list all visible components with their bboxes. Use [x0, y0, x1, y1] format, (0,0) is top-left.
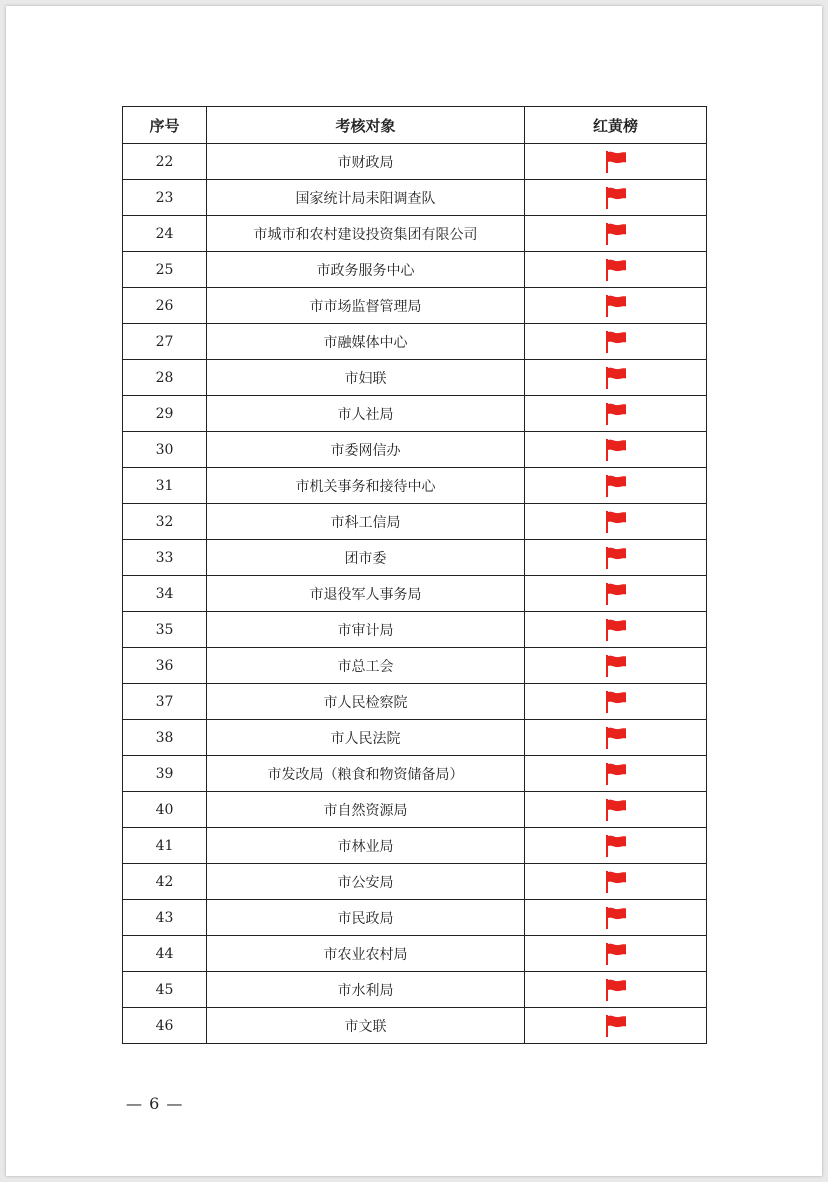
row-serial-number: 38	[123, 720, 207, 756]
row-serial-number: 39	[123, 756, 207, 792]
row-serial-number: 29	[123, 396, 207, 432]
table-row	[123, 792, 707, 828]
row-assessment-target: 市人民法院	[207, 720, 525, 756]
red-flag-icon	[603, 1014, 629, 1038]
table-row	[123, 432, 707, 468]
row-assessment-target: 市财政局	[207, 144, 525, 180]
table-row	[123, 504, 707, 540]
table-row	[123, 684, 707, 720]
table-row	[123, 936, 707, 972]
row-serial-number: 36	[123, 648, 207, 684]
row-assessment-target: 市妇联	[207, 360, 525, 396]
row-serial-number: 37	[123, 684, 207, 720]
header-serial-number: 序号	[123, 107, 207, 144]
table-row	[123, 252, 707, 288]
row-assessment-target: 市文联	[207, 1008, 525, 1044]
row-assessment-target: 市发改局（粮食和物资储备局）	[207, 756, 525, 792]
row-red-list-cell	[525, 792, 707, 828]
row-serial-number: 25	[123, 252, 207, 288]
table-row	[123, 576, 707, 612]
row-serial-number: 27	[123, 324, 207, 360]
row-red-list-cell	[525, 468, 707, 504]
row-red-list-cell	[525, 684, 707, 720]
row-red-list-cell	[525, 396, 707, 432]
red-flag-icon	[603, 402, 629, 426]
row-red-list-cell	[525, 144, 707, 180]
row-red-list-cell	[525, 756, 707, 792]
table-row	[123, 1008, 707, 1044]
row-serial-number: 44	[123, 936, 207, 972]
row-serial-number: 26	[123, 288, 207, 324]
red-flag-icon	[603, 438, 629, 462]
red-flag-icon	[603, 474, 629, 498]
row-red-list-cell	[525, 216, 707, 252]
red-flag-icon	[603, 978, 629, 1002]
row-serial-number: 30	[123, 432, 207, 468]
red-flag-icon	[603, 510, 629, 534]
row-serial-number: 41	[123, 828, 207, 864]
row-assessment-target: 市退役军人事务局	[207, 576, 525, 612]
row-serial-number: 46	[123, 1008, 207, 1044]
table-row	[123, 864, 707, 900]
row-red-list-cell	[525, 288, 707, 324]
red-flag-icon	[603, 654, 629, 678]
red-flag-icon	[603, 942, 629, 966]
red-flag-icon	[603, 330, 629, 354]
row-serial-number: 22	[123, 144, 207, 180]
red-flag-icon	[603, 870, 629, 894]
row-assessment-target: 市审计局	[207, 612, 525, 648]
table-row	[123, 756, 707, 792]
row-serial-number: 31	[123, 468, 207, 504]
table-row	[123, 288, 707, 324]
row-assessment-target: 市融媒体中心	[207, 324, 525, 360]
row-assessment-target: 市科工信局	[207, 504, 525, 540]
row-red-list-cell	[525, 1008, 707, 1044]
row-red-list-cell	[525, 900, 707, 936]
row-red-list-cell	[525, 576, 707, 612]
red-flag-icon	[603, 366, 629, 390]
page-number: — 6 —	[126, 1094, 184, 1113]
header-assessment-target: 考核对象	[207, 107, 525, 144]
assessment-table	[122, 106, 707, 1044]
row-serial-number: 40	[123, 792, 207, 828]
row-red-list-cell	[525, 648, 707, 684]
table-row	[123, 144, 707, 180]
header-red-yellow-list: 红黄榜	[525, 107, 707, 144]
red-flag-icon	[603, 294, 629, 318]
row-serial-number: 32	[123, 504, 207, 540]
row-red-list-cell	[525, 252, 707, 288]
row-red-list-cell	[525, 828, 707, 864]
row-red-list-cell	[525, 360, 707, 396]
row-red-list-cell	[525, 972, 707, 1008]
row-assessment-target: 市机关事务和接待中心	[207, 468, 525, 504]
row-serial-number: 43	[123, 900, 207, 936]
table-row	[123, 612, 707, 648]
row-serial-number: 45	[123, 972, 207, 1008]
red-flag-icon	[603, 546, 629, 570]
table-row	[123, 720, 707, 756]
red-flag-icon	[603, 150, 629, 174]
table-row	[123, 216, 707, 252]
row-serial-number: 23	[123, 180, 207, 216]
red-flag-icon	[603, 222, 629, 246]
row-assessment-target: 团市委	[207, 540, 525, 576]
row-red-list-cell	[525, 504, 707, 540]
red-flag-icon	[603, 582, 629, 606]
table-body	[123, 144, 707, 1044]
table-row	[123, 324, 707, 360]
row-red-list-cell	[525, 540, 707, 576]
row-assessment-target: 市农业农村局	[207, 936, 525, 972]
row-assessment-target: 市公安局	[207, 864, 525, 900]
table-row	[123, 468, 707, 504]
row-assessment-target: 市自然资源局	[207, 792, 525, 828]
table-header-row	[123, 107, 707, 144]
row-assessment-target: 市总工会	[207, 648, 525, 684]
red-flag-icon	[603, 834, 629, 858]
red-flag-icon	[603, 258, 629, 282]
row-red-list-cell	[525, 936, 707, 972]
row-serial-number: 24	[123, 216, 207, 252]
row-assessment-target: 市市场监督管理局	[207, 288, 525, 324]
row-serial-number: 42	[123, 864, 207, 900]
row-red-list-cell	[525, 720, 707, 756]
table-row	[123, 540, 707, 576]
table-row	[123, 828, 707, 864]
row-red-list-cell	[525, 432, 707, 468]
row-serial-number: 35	[123, 612, 207, 648]
row-assessment-target: 市水利局	[207, 972, 525, 1008]
document-page	[6, 6, 822, 1176]
red-flag-icon	[603, 798, 629, 822]
row-assessment-target: 市民政局	[207, 900, 525, 936]
row-red-list-cell	[525, 324, 707, 360]
red-flag-icon	[603, 906, 629, 930]
table-row	[123, 900, 707, 936]
row-serial-number: 34	[123, 576, 207, 612]
row-assessment-target: 市人社局	[207, 396, 525, 432]
red-flag-icon	[603, 762, 629, 786]
row-red-list-cell	[525, 180, 707, 216]
table-row	[123, 180, 707, 216]
red-flag-icon	[603, 726, 629, 750]
red-flag-icon	[603, 690, 629, 714]
row-red-list-cell	[525, 864, 707, 900]
row-assessment-target: 市城市和农村建设投资集团有限公司	[207, 216, 525, 252]
row-assessment-target: 市林业局	[207, 828, 525, 864]
table-row	[123, 396, 707, 432]
row-serial-number: 33	[123, 540, 207, 576]
row-assessment-target: 市委网信办	[207, 432, 525, 468]
table-row	[123, 360, 707, 396]
row-assessment-target: 市政务服务中心	[207, 252, 525, 288]
row-assessment-target: 国家统计局耒阳调查队	[207, 180, 525, 216]
table-row	[123, 972, 707, 1008]
row-red-list-cell	[525, 612, 707, 648]
red-flag-icon	[603, 186, 629, 210]
red-flag-icon	[603, 618, 629, 642]
table-row	[123, 648, 707, 684]
row-assessment-target: 市人民检察院	[207, 684, 525, 720]
row-serial-number: 28	[123, 360, 207, 396]
